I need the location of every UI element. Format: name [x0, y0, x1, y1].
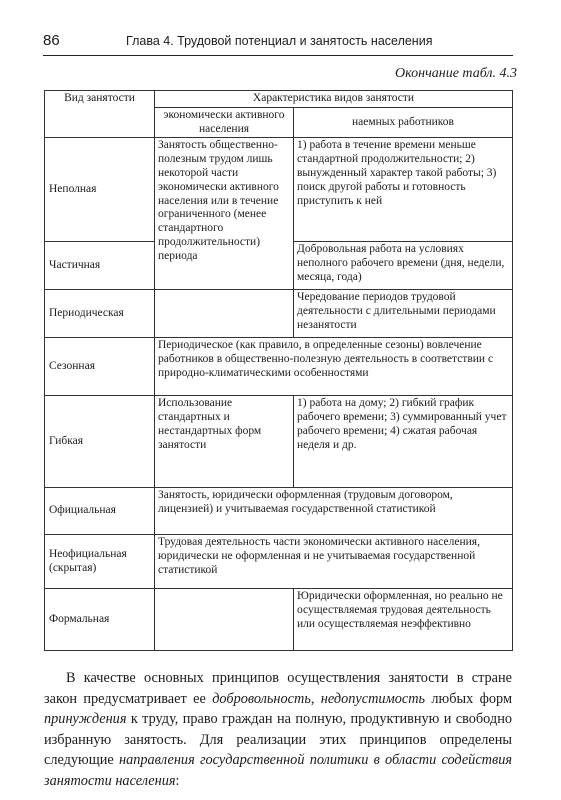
row-active-population-cell: Использование стандартных и нестандартных форм занятости [155, 396, 294, 488]
table-row [45, 290, 513, 338]
table-header-row [45, 91, 513, 108]
table-row [45, 488, 513, 535]
row-hired-workers-cell: Чередование периодов трудовой деятельности с длительными периодами незанятости [294, 290, 513, 338]
row-active-population-cell: Занятость общественно-полезным трудом лишь некоторой части экономически активного населения или в течение ограниченного (менее стандартного продолжительности) периода [155, 138, 294, 290]
text-fragment: В качестве основных принципов осуществления занятости в стране закон предусматривает ее [44, 670, 512, 707]
header-rule [43, 55, 513, 56]
page-number: 86 [43, 32, 60, 49]
employment-types-table [44, 90, 513, 651]
page-header [43, 22, 513, 56]
text-fragment: : [175, 772, 180, 789]
emphasis-coercion: принуждения [44, 711, 127, 727]
table-row [45, 535, 513, 589]
emphasis-inadmissibility: недопустимость [320, 690, 426, 707]
row-kind: Сезонная [45, 338, 155, 396]
table-row [45, 338, 513, 396]
row-kind: Неполная [45, 138, 155, 242]
row-merged-cell: Занятость, юридически оформленная (трудовым договором, лицензией) и учитываемая государственной статистикой [155, 488, 513, 535]
row-kind: Гибкая [45, 396, 155, 488]
row-hired-workers-cell: 1) работа на дому; 2) гибкий график рабочего времени; 3) суммированный учет рабочего времени; 4) сжатая рабочая неделя и др. [294, 396, 513, 488]
body-paragraph [44, 668, 512, 791]
row-merged-cell: Трудовая деятельность части экономически активного населения, юридически не оформленная и не учитываемая государственной статистикой [155, 535, 513, 589]
table-row [45, 589, 513, 651]
header-active-population: экономически активного населения [155, 107, 294, 138]
chapter-title: Глава 4. Трудовой потенциал и занятость населения [126, 34, 433, 48]
table-row [45, 396, 513, 488]
row-kind: Неофициальная (скрытая) [45, 535, 155, 589]
row-merged-cell: Периодическое (как правило, в определенные сезоны) вовлечение работников в общественно-полезную деятельность в соответствии с природно-климатическими особенностями [155, 338, 513, 396]
emphasis-policy-directions: направления государственной политики в области содействия занятости населения [44, 752, 512, 789]
row-hired-workers-cell: Добровольная работа на условиях неполного рабочего времени (дня, недели, месяца, года) [294, 242, 513, 290]
emphasis-voluntariness: добровольность [212, 690, 311, 707]
text-fragment: , [310, 690, 321, 707]
header-hired-workers: наемных работников [294, 107, 513, 138]
row-kind: Частичная [45, 242, 155, 290]
row-kind: Формальная [45, 589, 155, 651]
header-characteristics: Характеристика видов занятости [155, 91, 513, 108]
text-fragment: любых форм [425, 690, 512, 707]
header-employment-type: Вид занятости [45, 91, 155, 138]
row-kind: Официальная [45, 488, 155, 535]
table-row [45, 138, 513, 242]
row-kind: Периодическая [45, 290, 155, 338]
row-hired-workers-cell: 1) работа в течение времени меньше стандартной продолжительности; 2) вынужденный характер такой работы; 3) поиск другой работы и готовность приступить к ней [294, 138, 513, 242]
row-empty-cell [155, 290, 294, 338]
text-fragment: к труду, право граждан на полную, продуктивную и свободно избранную занятость. Для реализации этих принципов определены следующие [44, 711, 512, 768]
table-caption: Окончание табл. 4.3 [395, 66, 517, 81]
row-empty-cell [155, 589, 294, 651]
row-hired-workers-cell: Юридически оформленная, но реально не осуществляемая трудовая деятельность или осуществляемая неэффективно [294, 589, 513, 651]
